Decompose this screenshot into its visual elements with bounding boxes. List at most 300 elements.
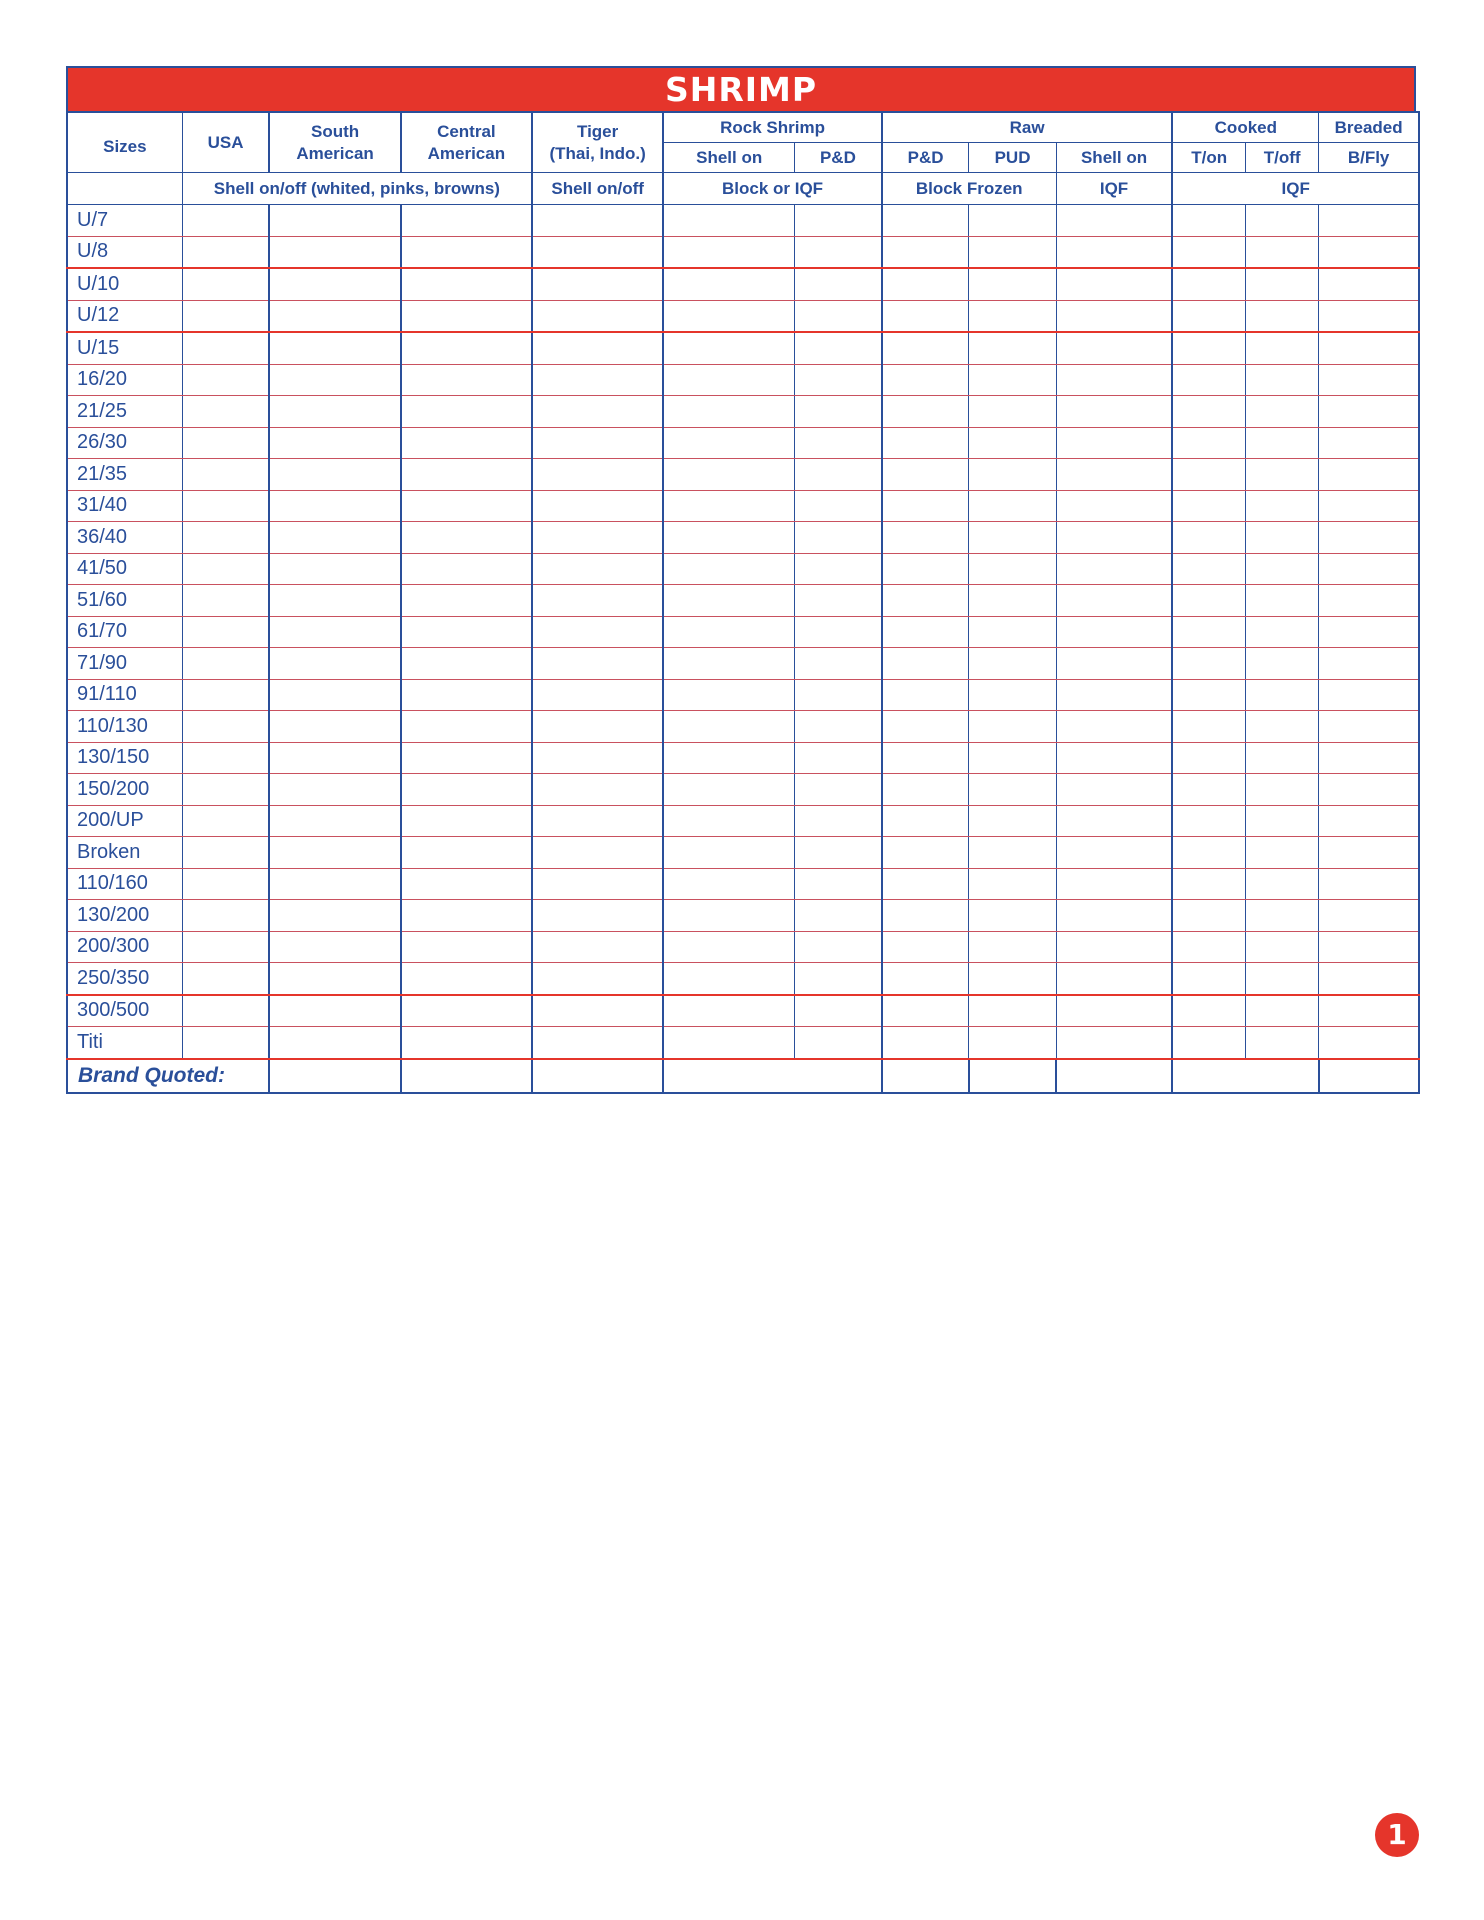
- price-cell-rock-pd[interactable]: [795, 427, 882, 459]
- price-cell-breaded-bfly[interactable]: [1319, 396, 1419, 428]
- price-cell-rock-shell-on[interactable]: [663, 396, 794, 428]
- brand-cell-raw-shell-on[interactable]: [1056, 1059, 1172, 1093]
- price-cell-raw-pud[interactable]: [969, 868, 1056, 900]
- price-cell-central-american[interactable]: [401, 931, 532, 963]
- price-cell-raw-pd[interactable]: [882, 648, 969, 680]
- price-cell-south-american[interactable]: [269, 711, 400, 743]
- price-cell-raw-pd[interactable]: [882, 522, 969, 554]
- brand-cell-rock-shrimp[interactable]: [663, 1059, 881, 1093]
- price-cell-breaded-bfly[interactable]: [1319, 868, 1419, 900]
- price-cell-raw-shell-on[interactable]: [1056, 459, 1172, 491]
- price-cell-cooked-toff[interactable]: [1246, 837, 1319, 869]
- price-cell-cooked-toff[interactable]: [1246, 742, 1319, 774]
- price-cell-usa[interactable]: [182, 679, 269, 711]
- price-cell-rock-pd[interactable]: [795, 931, 882, 963]
- price-cell-cooked-toff[interactable]: [1246, 711, 1319, 743]
- price-cell-cooked-toff[interactable]: [1246, 236, 1319, 268]
- price-cell-south-american[interactable]: [269, 364, 400, 396]
- price-cell-raw-shell-on[interactable]: [1056, 900, 1172, 932]
- price-cell-rock-shell-on[interactable]: [663, 427, 794, 459]
- price-cell-raw-shell-on[interactable]: [1056, 616, 1172, 648]
- price-cell-rock-pd[interactable]: [795, 236, 882, 268]
- price-cell-tiger[interactable]: [532, 837, 663, 869]
- price-cell-central-american[interactable]: [401, 490, 532, 522]
- price-cell-tiger[interactable]: [532, 648, 663, 680]
- price-cell-raw-pd[interactable]: [882, 995, 969, 1027]
- price-cell-rock-shell-on[interactable]: [663, 805, 794, 837]
- price-cell-raw-pd[interactable]: [882, 900, 969, 932]
- price-cell-central-american[interactable]: [401, 1027, 532, 1059]
- price-cell-usa[interactable]: [182, 616, 269, 648]
- price-cell-breaded-bfly[interactable]: [1319, 553, 1419, 585]
- price-cell-usa[interactable]: [182, 805, 269, 837]
- price-cell-cooked-ton[interactable]: [1172, 931, 1245, 963]
- price-cell-raw-shell-on[interactable]: [1056, 963, 1172, 995]
- price-cell-central-american[interactable]: [401, 396, 532, 428]
- price-cell-usa[interactable]: [182, 459, 269, 491]
- brand-cell-cooked[interactable]: [1172, 1059, 1318, 1093]
- price-cell-tiger[interactable]: [532, 396, 663, 428]
- price-cell-central-american[interactable]: [401, 868, 532, 900]
- price-cell-breaded-bfly[interactable]: [1319, 648, 1419, 680]
- price-cell-cooked-ton[interactable]: [1172, 742, 1245, 774]
- price-cell-raw-pud[interactable]: [969, 742, 1056, 774]
- price-cell-tiger[interactable]: [532, 490, 663, 522]
- price-cell-cooked-toff[interactable]: [1246, 963, 1319, 995]
- price-cell-usa[interactable]: [182, 427, 269, 459]
- price-cell-cooked-ton[interactable]: [1172, 553, 1245, 585]
- price-cell-raw-shell-on[interactable]: [1056, 679, 1172, 711]
- price-cell-rock-pd[interactable]: [795, 459, 882, 491]
- price-cell-raw-shell-on[interactable]: [1056, 742, 1172, 774]
- price-cell-rock-shell-on[interactable]: [663, 1027, 794, 1059]
- price-cell-breaded-bfly[interactable]: [1319, 490, 1419, 522]
- price-cell-raw-pd[interactable]: [882, 868, 969, 900]
- price-cell-south-american[interactable]: [269, 459, 400, 491]
- price-cell-usa[interactable]: [182, 300, 269, 332]
- price-cell-cooked-ton[interactable]: [1172, 459, 1245, 491]
- price-cell-cooked-toff[interactable]: [1246, 268, 1319, 300]
- price-cell-central-american[interactable]: [401, 648, 532, 680]
- price-cell-rock-shell-on[interactable]: [663, 268, 794, 300]
- price-cell-rock-shell-on[interactable]: [663, 236, 794, 268]
- price-cell-rock-shell-on[interactable]: [663, 837, 794, 869]
- price-cell-south-american[interactable]: [269, 679, 400, 711]
- price-cell-tiger[interactable]: [532, 774, 663, 806]
- price-cell-rock-pd[interactable]: [795, 490, 882, 522]
- price-cell-cooked-ton[interactable]: [1172, 648, 1245, 680]
- price-cell-raw-shell-on[interactable]: [1056, 931, 1172, 963]
- price-cell-rock-shell-on[interactable]: [663, 711, 794, 743]
- brand-cell-tiger[interactable]: [532, 1059, 663, 1093]
- price-cell-central-american[interactable]: [401, 364, 532, 396]
- price-cell-breaded-bfly[interactable]: [1319, 742, 1419, 774]
- price-cell-breaded-bfly[interactable]: [1319, 585, 1419, 617]
- price-cell-cooked-ton[interactable]: [1172, 268, 1245, 300]
- price-cell-cooked-toff[interactable]: [1246, 995, 1319, 1027]
- price-cell-raw-pd[interactable]: [882, 396, 969, 428]
- price-cell-raw-pud[interactable]: [969, 679, 1056, 711]
- price-cell-raw-shell-on[interactable]: [1056, 805, 1172, 837]
- price-cell-rock-pd[interactable]: [795, 522, 882, 554]
- price-cell-cooked-toff[interactable]: [1246, 868, 1319, 900]
- price-cell-raw-pud[interactable]: [969, 963, 1056, 995]
- price-cell-central-american[interactable]: [401, 742, 532, 774]
- price-cell-raw-shell-on[interactable]: [1056, 522, 1172, 554]
- price-cell-cooked-ton[interactable]: [1172, 522, 1245, 554]
- price-cell-raw-pud[interactable]: [969, 205, 1056, 237]
- price-cell-breaded-bfly[interactable]: [1319, 459, 1419, 491]
- price-cell-rock-pd[interactable]: [795, 268, 882, 300]
- price-cell-raw-shell-on[interactable]: [1056, 648, 1172, 680]
- price-cell-cooked-ton[interactable]: [1172, 396, 1245, 428]
- price-cell-raw-shell-on[interactable]: [1056, 837, 1172, 869]
- price-cell-raw-pud[interactable]: [969, 1027, 1056, 1059]
- price-cell-breaded-bfly[interactable]: [1319, 963, 1419, 995]
- price-cell-usa[interactable]: [182, 364, 269, 396]
- price-cell-raw-pud[interactable]: [969, 711, 1056, 743]
- price-cell-rock-pd[interactable]: [795, 900, 882, 932]
- price-cell-cooked-toff[interactable]: [1246, 774, 1319, 806]
- price-cell-cooked-ton[interactable]: [1172, 585, 1245, 617]
- price-cell-cooked-toff[interactable]: [1246, 585, 1319, 617]
- price-cell-usa[interactable]: [182, 332, 269, 364]
- price-cell-cooked-toff[interactable]: [1246, 900, 1319, 932]
- price-cell-cooked-ton[interactable]: [1172, 616, 1245, 648]
- price-cell-south-american[interactable]: [269, 268, 400, 300]
- price-cell-south-american[interactable]: [269, 490, 400, 522]
- price-cell-cooked-ton[interactable]: [1172, 300, 1245, 332]
- price-cell-usa[interactable]: [182, 868, 269, 900]
- price-cell-cooked-ton[interactable]: [1172, 805, 1245, 837]
- price-cell-tiger[interactable]: [532, 459, 663, 491]
- price-cell-central-american[interactable]: [401, 995, 532, 1027]
- price-cell-cooked-toff[interactable]: [1246, 300, 1319, 332]
- price-cell-raw-pd[interactable]: [882, 459, 969, 491]
- price-cell-raw-pd[interactable]: [882, 1027, 969, 1059]
- price-cell-tiger[interactable]: [532, 679, 663, 711]
- price-cell-rock-pd[interactable]: [795, 332, 882, 364]
- price-cell-usa[interactable]: [182, 837, 269, 869]
- price-cell-raw-shell-on[interactable]: [1056, 364, 1172, 396]
- price-cell-central-american[interactable]: [401, 837, 532, 869]
- price-cell-tiger[interactable]: [532, 616, 663, 648]
- price-cell-usa[interactable]: [182, 900, 269, 932]
- price-cell-south-american[interactable]: [269, 396, 400, 428]
- price-cell-rock-pd[interactable]: [795, 963, 882, 995]
- price-cell-raw-pud[interactable]: [969, 490, 1056, 522]
- price-cell-tiger[interactable]: [532, 427, 663, 459]
- price-cell-central-american[interactable]: [401, 805, 532, 837]
- price-cell-rock-pd[interactable]: [795, 648, 882, 680]
- price-cell-raw-pd[interactable]: [882, 931, 969, 963]
- price-cell-tiger[interactable]: [532, 900, 663, 932]
- price-cell-central-american[interactable]: [401, 679, 532, 711]
- price-cell-south-american[interactable]: [269, 1027, 400, 1059]
- price-cell-cooked-toff[interactable]: [1246, 522, 1319, 554]
- price-cell-raw-pd[interactable]: [882, 774, 969, 806]
- price-cell-tiger[interactable]: [532, 364, 663, 396]
- price-cell-usa[interactable]: [182, 931, 269, 963]
- price-cell-central-american[interactable]: [401, 522, 532, 554]
- price-cell-rock-shell-on[interactable]: [663, 300, 794, 332]
- price-cell-raw-shell-on[interactable]: [1056, 711, 1172, 743]
- price-cell-central-american[interactable]: [401, 459, 532, 491]
- price-cell-raw-pd[interactable]: [882, 300, 969, 332]
- price-cell-usa[interactable]: [182, 995, 269, 1027]
- price-cell-tiger[interactable]: [532, 868, 663, 900]
- price-cell-south-american[interactable]: [269, 553, 400, 585]
- price-cell-south-american[interactable]: [269, 774, 400, 806]
- price-cell-raw-pd[interactable]: [882, 490, 969, 522]
- price-cell-raw-pd[interactable]: [882, 205, 969, 237]
- price-cell-breaded-bfly[interactable]: [1319, 931, 1419, 963]
- price-cell-central-american[interactable]: [401, 268, 532, 300]
- price-cell-cooked-toff[interactable]: [1246, 364, 1319, 396]
- price-cell-rock-pd[interactable]: [795, 711, 882, 743]
- price-cell-cooked-toff[interactable]: [1246, 332, 1319, 364]
- price-cell-cooked-ton[interactable]: [1172, 1027, 1245, 1059]
- price-cell-breaded-bfly[interactable]: [1319, 837, 1419, 869]
- price-cell-raw-pd[interactable]: [882, 711, 969, 743]
- price-cell-central-american[interactable]: [401, 616, 532, 648]
- price-cell-central-american[interactable]: [401, 205, 532, 237]
- price-cell-usa[interactable]: [182, 268, 269, 300]
- price-cell-rock-pd[interactable]: [795, 995, 882, 1027]
- price-cell-raw-pd[interactable]: [882, 427, 969, 459]
- price-cell-raw-pd[interactable]: [882, 805, 969, 837]
- price-cell-tiger[interactable]: [532, 742, 663, 774]
- price-cell-rock-shell-on[interactable]: [663, 553, 794, 585]
- price-cell-tiger[interactable]: [532, 332, 663, 364]
- price-cell-rock-pd[interactable]: [795, 868, 882, 900]
- price-cell-raw-pd[interactable]: [882, 268, 969, 300]
- price-cell-central-american[interactable]: [401, 585, 532, 617]
- price-cell-raw-pd[interactable]: [882, 236, 969, 268]
- price-cell-raw-pud[interactable]: [969, 931, 1056, 963]
- price-cell-raw-shell-on[interactable]: [1056, 268, 1172, 300]
- price-cell-raw-pud[interactable]: [969, 648, 1056, 680]
- price-cell-cooked-ton[interactable]: [1172, 774, 1245, 806]
- price-cell-cooked-ton[interactable]: [1172, 427, 1245, 459]
- price-cell-raw-pud[interactable]: [969, 995, 1056, 1027]
- price-cell-central-american[interactable]: [401, 332, 532, 364]
- price-cell-cooked-ton[interactable]: [1172, 490, 1245, 522]
- price-cell-rock-shell-on[interactable]: [663, 742, 794, 774]
- price-cell-south-american[interactable]: [269, 900, 400, 932]
- price-cell-raw-pud[interactable]: [969, 427, 1056, 459]
- price-cell-rock-pd[interactable]: [795, 742, 882, 774]
- price-cell-raw-shell-on[interactable]: [1056, 585, 1172, 617]
- price-cell-raw-shell-on[interactable]: [1056, 396, 1172, 428]
- price-cell-usa[interactable]: [182, 963, 269, 995]
- price-cell-south-american[interactable]: [269, 868, 400, 900]
- price-cell-tiger[interactable]: [532, 268, 663, 300]
- price-cell-rock-pd[interactable]: [795, 805, 882, 837]
- price-cell-raw-shell-on[interactable]: [1056, 868, 1172, 900]
- price-cell-cooked-toff[interactable]: [1246, 490, 1319, 522]
- price-cell-raw-pud[interactable]: [969, 268, 1056, 300]
- price-cell-central-american[interactable]: [401, 553, 532, 585]
- price-cell-south-american[interactable]: [269, 837, 400, 869]
- price-cell-usa[interactable]: [182, 711, 269, 743]
- price-cell-south-american[interactable]: [269, 648, 400, 680]
- price-cell-breaded-bfly[interactable]: [1319, 205, 1419, 237]
- price-cell-breaded-bfly[interactable]: [1319, 995, 1419, 1027]
- price-cell-cooked-ton[interactable]: [1172, 364, 1245, 396]
- price-cell-tiger[interactable]: [532, 553, 663, 585]
- price-cell-raw-shell-on[interactable]: [1056, 995, 1172, 1027]
- price-cell-breaded-bfly[interactable]: [1319, 236, 1419, 268]
- price-cell-south-american[interactable]: [269, 931, 400, 963]
- price-cell-cooked-ton[interactable]: [1172, 963, 1245, 995]
- price-cell-breaded-bfly[interactable]: [1319, 268, 1419, 300]
- price-cell-raw-shell-on[interactable]: [1056, 774, 1172, 806]
- price-cell-tiger[interactable]: [532, 931, 663, 963]
- price-cell-south-american[interactable]: [269, 742, 400, 774]
- price-cell-cooked-ton[interactable]: [1172, 236, 1245, 268]
- price-cell-raw-pd[interactable]: [882, 837, 969, 869]
- price-cell-cooked-ton[interactable]: [1172, 679, 1245, 711]
- price-cell-rock-shell-on[interactable]: [663, 332, 794, 364]
- price-cell-rock-shell-on[interactable]: [663, 648, 794, 680]
- price-cell-usa[interactable]: [182, 396, 269, 428]
- price-cell-raw-pd[interactable]: [882, 742, 969, 774]
- price-cell-cooked-toff[interactable]: [1246, 553, 1319, 585]
- price-cell-raw-pd[interactable]: [882, 332, 969, 364]
- price-cell-usa[interactable]: [182, 205, 269, 237]
- price-cell-tiger[interactable]: [532, 1027, 663, 1059]
- price-cell-rock-pd[interactable]: [795, 553, 882, 585]
- price-cell-south-american[interactable]: [269, 522, 400, 554]
- price-cell-cooked-toff[interactable]: [1246, 931, 1319, 963]
- price-cell-central-american[interactable]: [401, 711, 532, 743]
- price-cell-raw-pud[interactable]: [969, 900, 1056, 932]
- price-cell-tiger[interactable]: [532, 300, 663, 332]
- price-cell-rock-shell-on[interactable]: [663, 900, 794, 932]
- price-cell-cooked-toff[interactable]: [1246, 1027, 1319, 1059]
- price-cell-raw-pud[interactable]: [969, 459, 1056, 491]
- price-cell-central-american[interactable]: [401, 236, 532, 268]
- price-cell-rock-shell-on[interactable]: [663, 868, 794, 900]
- price-cell-cooked-toff[interactable]: [1246, 396, 1319, 428]
- price-cell-south-american[interactable]: [269, 963, 400, 995]
- price-cell-raw-pud[interactable]: [969, 616, 1056, 648]
- price-cell-raw-pud[interactable]: [969, 236, 1056, 268]
- price-cell-tiger[interactable]: [532, 805, 663, 837]
- price-cell-raw-pud[interactable]: [969, 522, 1056, 554]
- price-cell-breaded-bfly[interactable]: [1319, 332, 1419, 364]
- price-cell-breaded-bfly[interactable]: [1319, 1027, 1419, 1059]
- price-cell-central-american[interactable]: [401, 900, 532, 932]
- price-cell-tiger[interactable]: [532, 585, 663, 617]
- price-cell-raw-shell-on[interactable]: [1056, 236, 1172, 268]
- price-cell-rock-shell-on[interactable]: [663, 585, 794, 617]
- price-cell-breaded-bfly[interactable]: [1319, 711, 1419, 743]
- price-cell-central-american[interactable]: [401, 963, 532, 995]
- brand-cell-raw-pud[interactable]: [969, 1059, 1056, 1093]
- price-cell-cooked-toff[interactable]: [1246, 805, 1319, 837]
- price-cell-breaded-bfly[interactable]: [1319, 679, 1419, 711]
- price-cell-cooked-ton[interactable]: [1172, 837, 1245, 869]
- price-cell-raw-shell-on[interactable]: [1056, 1027, 1172, 1059]
- price-cell-raw-shell-on[interactable]: [1056, 490, 1172, 522]
- price-cell-breaded-bfly[interactable]: [1319, 616, 1419, 648]
- price-cell-cooked-toff[interactable]: [1246, 427, 1319, 459]
- price-cell-raw-pd[interactable]: [882, 616, 969, 648]
- price-cell-tiger[interactable]: [532, 963, 663, 995]
- price-cell-tiger[interactable]: [532, 205, 663, 237]
- price-cell-usa[interactable]: [182, 585, 269, 617]
- price-cell-cooked-ton[interactable]: [1172, 900, 1245, 932]
- price-cell-raw-shell-on[interactable]: [1056, 332, 1172, 364]
- price-cell-raw-shell-on[interactable]: [1056, 205, 1172, 237]
- price-cell-usa[interactable]: [182, 774, 269, 806]
- price-cell-usa[interactable]: [182, 553, 269, 585]
- price-cell-rock-shell-on[interactable]: [663, 931, 794, 963]
- price-cell-rock-shell-on[interactable]: [663, 995, 794, 1027]
- brand-cell-central-american[interactable]: [401, 1059, 532, 1093]
- price-cell-raw-pud[interactable]: [969, 774, 1056, 806]
- price-cell-south-american[interactable]: [269, 300, 400, 332]
- price-cell-raw-pd[interactable]: [882, 364, 969, 396]
- price-cell-rock-pd[interactable]: [795, 1027, 882, 1059]
- price-cell-breaded-bfly[interactable]: [1319, 900, 1419, 932]
- price-cell-tiger[interactable]: [532, 711, 663, 743]
- price-cell-tiger[interactable]: [532, 995, 663, 1027]
- price-cell-usa[interactable]: [182, 1027, 269, 1059]
- price-cell-south-american[interactable]: [269, 332, 400, 364]
- price-cell-raw-shell-on[interactable]: [1056, 300, 1172, 332]
- price-cell-raw-pud[interactable]: [969, 837, 1056, 869]
- price-cell-cooked-toff[interactable]: [1246, 648, 1319, 680]
- price-cell-rock-shell-on[interactable]: [663, 364, 794, 396]
- price-cell-rock-shell-on[interactable]: [663, 616, 794, 648]
- price-cell-cooked-toff[interactable]: [1246, 616, 1319, 648]
- price-cell-rock-pd[interactable]: [795, 205, 882, 237]
- price-cell-rock-pd[interactable]: [795, 679, 882, 711]
- price-cell-central-american[interactable]: [401, 300, 532, 332]
- price-cell-cooked-toff[interactable]: [1246, 679, 1319, 711]
- price-cell-raw-pud[interactable]: [969, 585, 1056, 617]
- price-cell-south-american[interactable]: [269, 805, 400, 837]
- price-cell-raw-pd[interactable]: [882, 553, 969, 585]
- price-cell-raw-pud[interactable]: [969, 364, 1056, 396]
- price-cell-south-american[interactable]: [269, 205, 400, 237]
- price-cell-raw-pd[interactable]: [882, 585, 969, 617]
- price-cell-rock-shell-on[interactable]: [663, 963, 794, 995]
- price-cell-cooked-toff[interactable]: [1246, 459, 1319, 491]
- price-cell-rock-pd[interactable]: [795, 585, 882, 617]
- price-cell-cooked-ton[interactable]: [1172, 995, 1245, 1027]
- price-cell-central-american[interactable]: [401, 427, 532, 459]
- brand-cell-south-american[interactable]: [269, 1059, 400, 1093]
- price-cell-south-american[interactable]: [269, 236, 400, 268]
- price-cell-rock-shell-on[interactable]: [663, 205, 794, 237]
- price-cell-cooked-ton[interactable]: [1172, 868, 1245, 900]
- price-cell-south-american[interactable]: [269, 585, 400, 617]
- price-cell-raw-pud[interactable]: [969, 553, 1056, 585]
- price-cell-tiger[interactable]: [532, 236, 663, 268]
- price-cell-rock-shell-on[interactable]: [663, 459, 794, 491]
- brand-cell-raw-pd[interactable]: [882, 1059, 969, 1093]
- price-cell-rock-pd[interactable]: [795, 364, 882, 396]
- price-cell-breaded-bfly[interactable]: [1319, 522, 1419, 554]
- price-cell-cooked-ton[interactable]: [1172, 332, 1245, 364]
- price-cell-rock-shell-on[interactable]: [663, 522, 794, 554]
- price-cell-breaded-bfly[interactable]: [1319, 364, 1419, 396]
- price-cell-breaded-bfly[interactable]: [1319, 300, 1419, 332]
